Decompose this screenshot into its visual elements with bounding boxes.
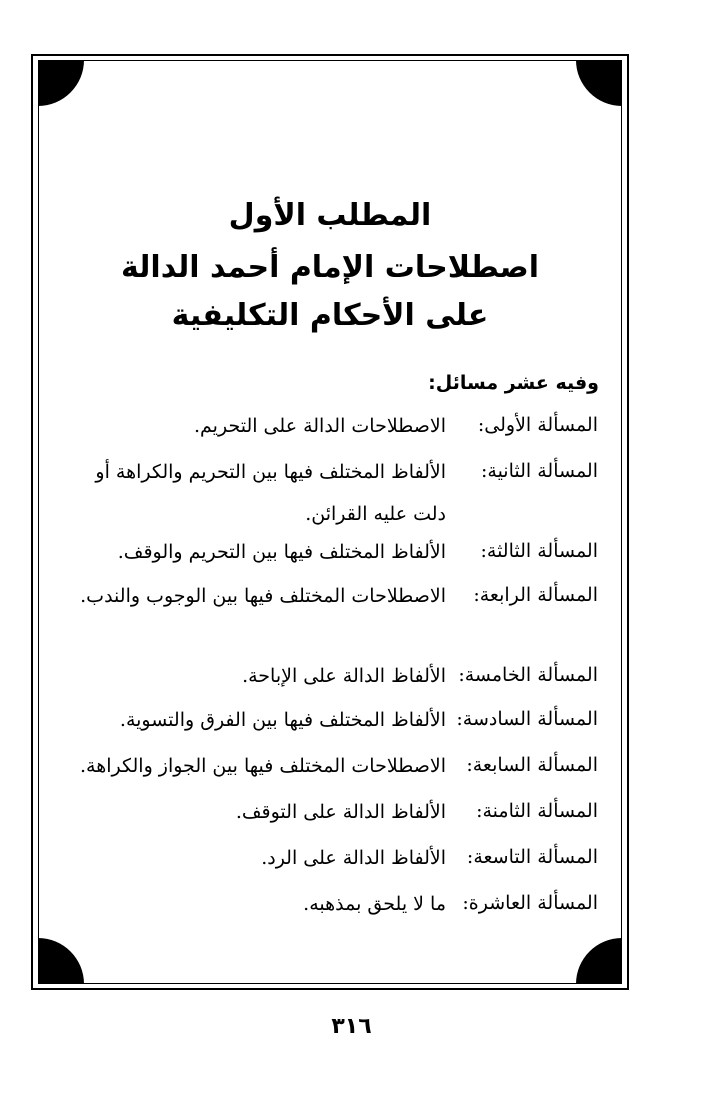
- section-title: المطلب الأول: [228, 198, 432, 233]
- section-subtitle-line-1: اصطلاحات الإمام أحمد الدالة: [120, 250, 540, 285]
- page-number: ٣١٦: [331, 1014, 372, 1039]
- issue-label: المسألة السابعة:: [466, 754, 598, 776]
- issue-text: ما لا يلحق بمذهبه.: [303, 893, 446, 915]
- issue-text: الألفاظ الدالة على الرد.: [261, 847, 446, 869]
- issue-label: المسألة الثامنة:: [476, 800, 598, 822]
- issue-text: الألفاظ المختلف فيها بين التحريم والوقف.: [117, 541, 446, 563]
- issue-label: المسألة الخامسة:: [458, 664, 598, 686]
- issue-label: المسألة الثانية:: [480, 460, 598, 482]
- issue-text: الألفاظ المختلف فيها بين الفرق والتسوية.: [119, 709, 446, 731]
- intro-text: وفيه عشر مسائل:: [428, 372, 599, 394]
- issue-label: المسألة الأولى:: [477, 414, 598, 436]
- issue-text: الاصطلاحات المختلف فيها بين الوجوب والندب.: [80, 585, 446, 607]
- issue-text: الاصطلاحات الدالة على التحريم.: [194, 415, 446, 437]
- issue-text: الألفاظ المختلف فيها بين التحريم والكراهة أو دلت عليه القرائن.: [95, 461, 446, 525]
- issue-label: المسألة الثالثة:: [480, 540, 598, 562]
- issue-text: الاصطلاحات المختلف فيها بين الجواز والكراهة.: [80, 755, 446, 777]
- issue-label: المسألة السادسة:: [456, 708, 598, 730]
- issue-text: الألفاظ الدالة على الإباحة.: [242, 665, 446, 687]
- issue-label: المسألة العاشرة:: [462, 892, 598, 914]
- issue-label: المسألة التاسعة:: [466, 846, 598, 868]
- section-subtitle-line-2: على الأحكام التكليفية: [171, 298, 489, 333]
- issue-label: المسألة الرابعة:: [473, 584, 598, 606]
- issue-text: الألفاظ الدالة على التوقف.: [235, 801, 446, 823]
